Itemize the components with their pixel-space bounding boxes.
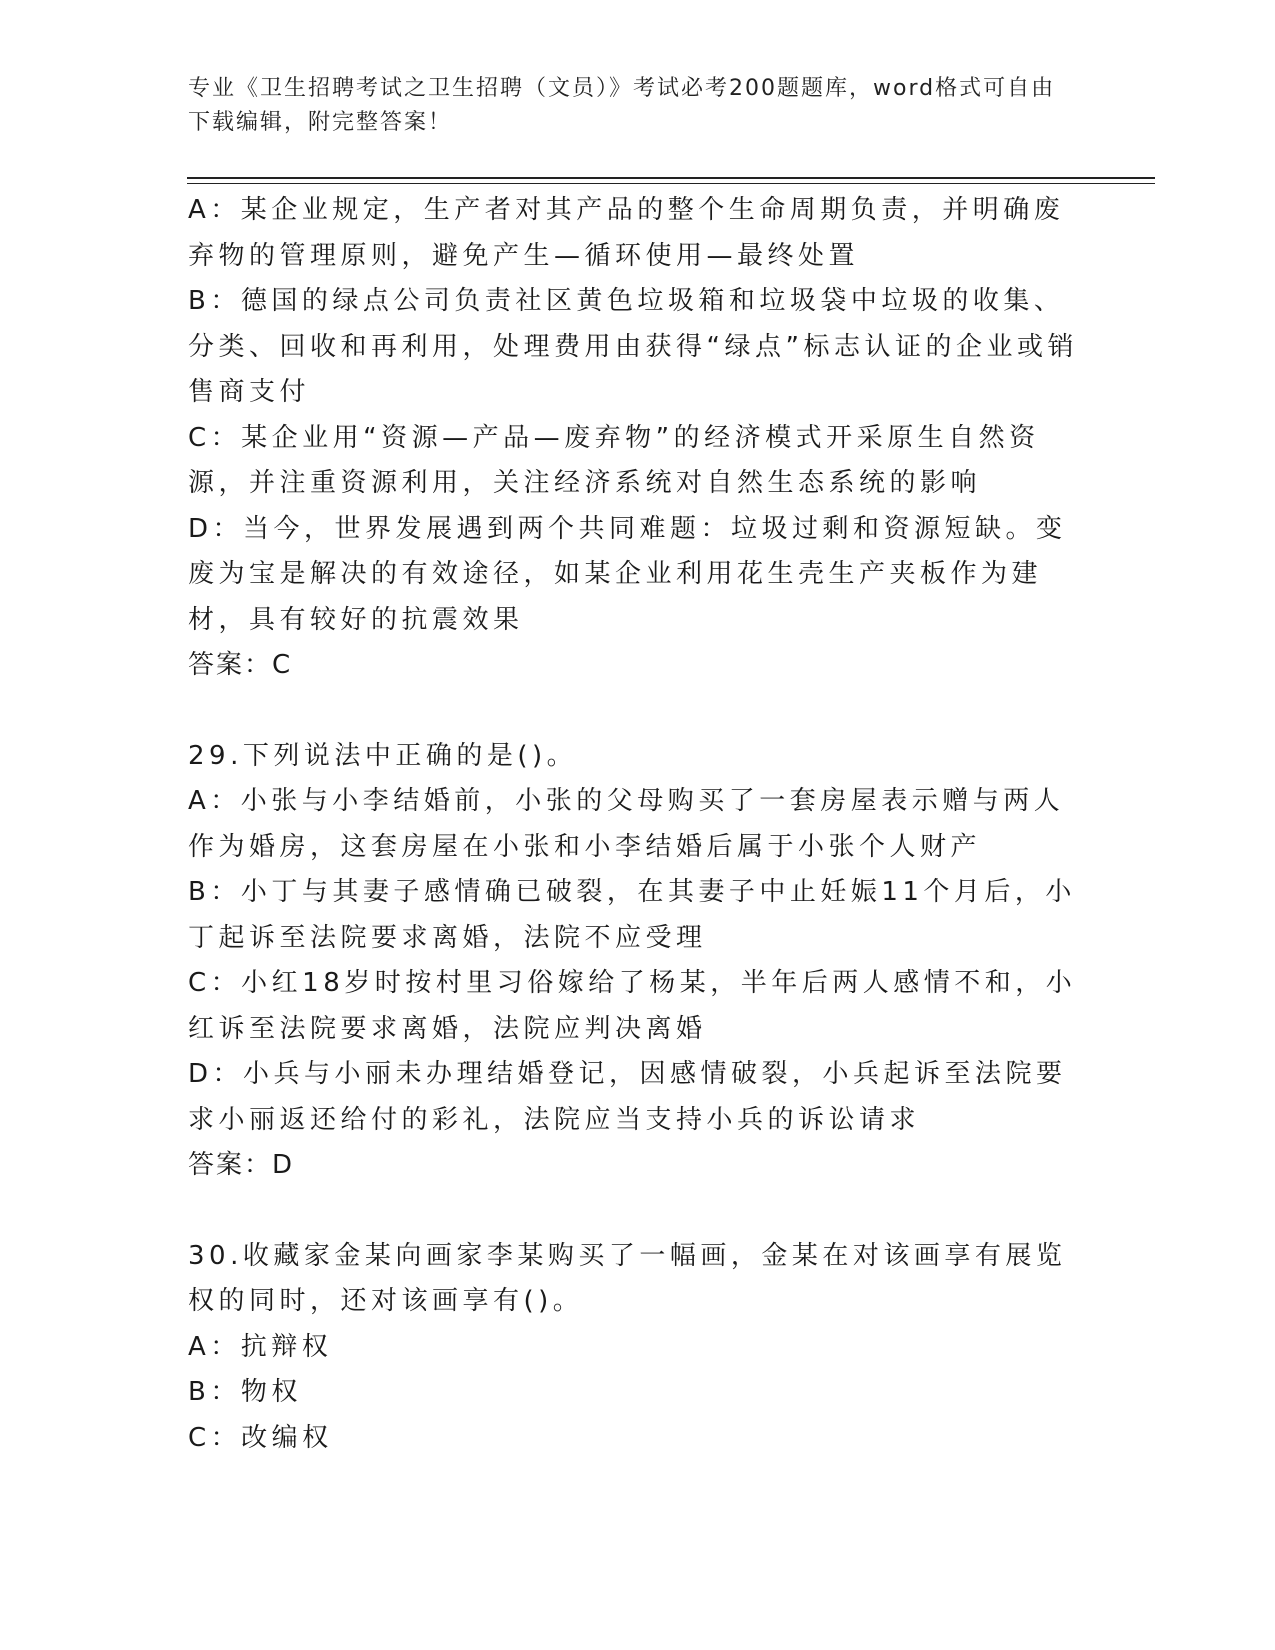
option-a: A：小张与小李结婚前，小张的父母购买了一套房屋表示赠与两人作为婚房，这套房屋在小张和小李结婚后属于小张个人财产 <box>188 786 1065 862</box>
option-b: B：德国的绿点公司负责社区黄色垃圾箱和垃圾袋中垃圾的收集、分类、回收和再利用，处理费用由获得“绿点”标志认证的企业或销售商支付 <box>188 286 1078 407</box>
option-d: D：小兵与小丽未办理结婚登记，因感情破裂，小兵起诉至法院要求小丽返还给付的彩礼，法院应当支持小兵的诉讼请求 <box>188 1059 1067 1135</box>
question-stem: 30.收藏家金某向画家李某购买了一幅画，金某在对该画享有展览权的同时，还对该画享有()。 <box>188 1240 1067 1316</box>
answer-text: 答案：D <box>188 1150 295 1180</box>
option-a: A：某企业规定，生产者对其产品的整个生命周期负责，并明确废弃物的管理原则，避免产生—循环使用—最终处置 <box>188 195 1065 271</box>
answer-text: 答案：C <box>188 650 293 680</box>
option-b: B：小丁与其妻子感情确已破裂，在其妻子中止妊娠11个月后，小丁起诉至法院要求离婚，法院不应受理 <box>188 877 1076 953</box>
option-a: A：抗辩权 <box>188 1331 333 1362</box>
option-c: C：小红18岁时按村里习俗嫁给了杨某，半年后两人感情不和，小红诉至法院要求离婚，法院应判决离婚 <box>188 968 1077 1044</box>
question-content <box>188 188 1088 1461</box>
spacer <box>188 689 1088 734</box>
question-28 <box>188 188 1088 689</box>
option-c: C：改编权 <box>188 1422 333 1453</box>
question-30 <box>188 1234 1088 1462</box>
spacer <box>188 1189 1088 1234</box>
option-b: B：物权 <box>188 1377 302 1407</box>
option-c: C：某企业用“资源—产品—废弃物”的经济模式开采原生自然资源，并注重资源利用，关注经济系统对自然生态系统的影响 <box>188 422 1040 498</box>
question-29 <box>188 734 1088 1189</box>
document-header: 专业《卫生招聘考试之卫生招聘（文员）》考试必考200题题库，word格式可自由下载编辑，附完整答案！ <box>188 76 1056 135</box>
question-stem: 29.下列说法中正确的是()。 <box>188 740 578 771</box>
header-divider-thin <box>187 183 1155 184</box>
option-d: D：当今，世界发展遇到两个共同难题：垃圾过剩和资源短缺。变废为宝是解决的有效途径，如某企业利用花生壳生产夹板作为建材，具有较好的抗震效果 <box>188 513 1067 635</box>
header-divider-thick <box>187 177 1155 179</box>
